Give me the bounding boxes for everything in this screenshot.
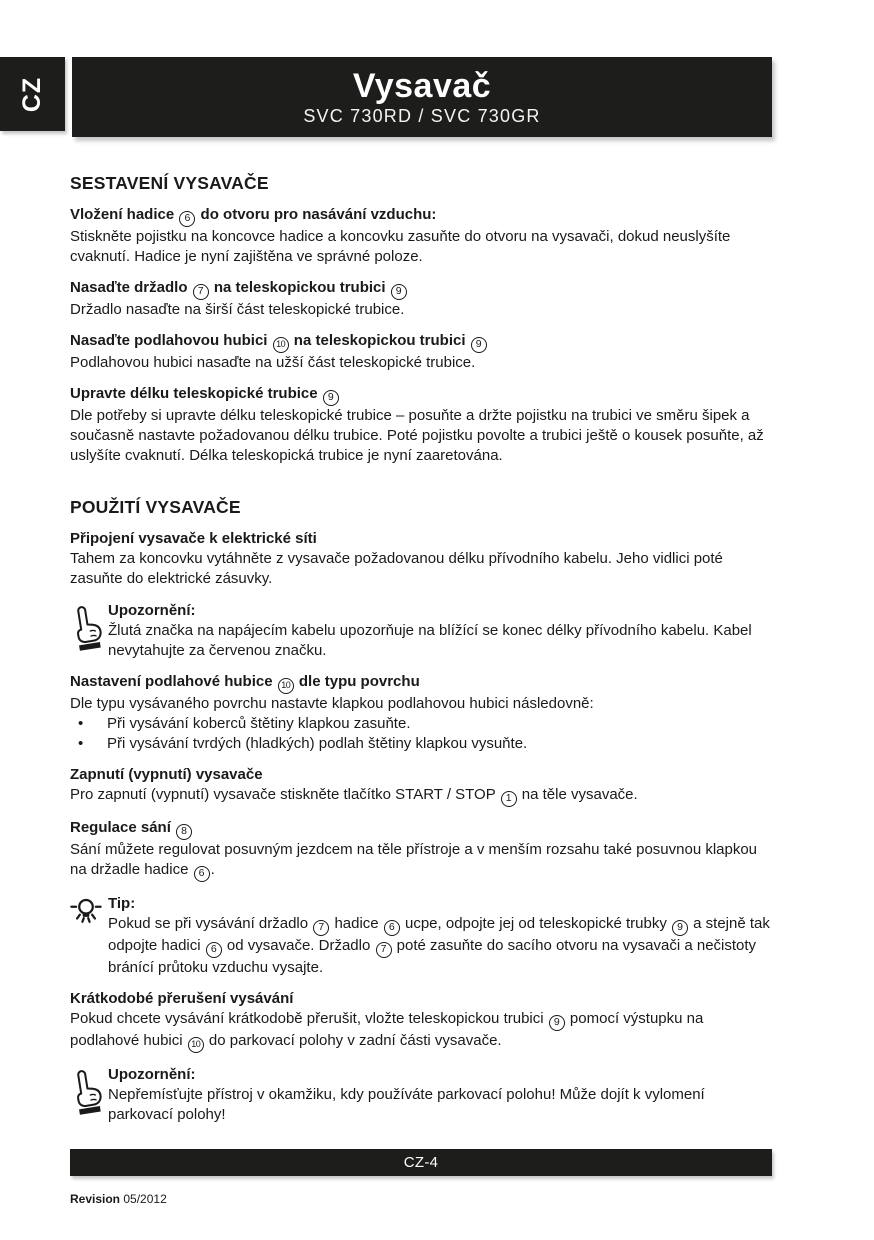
instruction-block-handle	[70, 278, 772, 320]
instruction-title: Nasaďte držadlo 7 na teleskopickou trubici 9	[70, 278, 772, 300]
tip-note	[70, 894, 772, 978]
warning-text	[108, 601, 772, 661]
circled-number: 7	[313, 920, 329, 936]
circled-number: 6	[384, 920, 400, 936]
circled-number: 1	[501, 791, 517, 807]
revision-label: Revision	[70, 1192, 121, 1206]
language-tab-label: CZ	[17, 76, 46, 112]
instruction-body: Podlahovou hubici nasaďte na užší část teleskopické trubice.	[70, 354, 476, 371]
warning-label: Upozornění:	[108, 1066, 196, 1083]
instruction-title: Připojení vysavače k elektrické síti	[70, 530, 317, 547]
warning-body: Nepřemísťujte přístroj v okamžiku, kdy používáte parkovací polohu! Může dojít k vylomení parkovací polohy!	[108, 1086, 705, 1123]
page-number: CZ-4	[403, 1154, 439, 1171]
surface-bullet-list	[70, 714, 772, 754]
title-bar	[72, 57, 772, 137]
section-heading-usage: POUŽITÍ VYSAVAČE	[70, 497, 241, 517]
circled-number: 6	[179, 211, 195, 227]
circled-number: 9	[323, 390, 339, 406]
instruction-block-connect	[70, 529, 772, 589]
tip-body: Pokud se při vysávání držadlo 7 hadice 6 ucpe, odpojte jej od teleskopické trubky 9 a stejně tak odpojte hadici 6 od vysavače. Držadlo 7 poté zasuňte do sacího otvoru na vysavači a nečistoty bránící průtoku vzduchu vysajte.	[108, 915, 770, 976]
instruction-body: Tahem za koncovku vytáhněte z vysavače požadovanou délku přívodního kabelu. Jeho vidlici poté zasuňte do elektrické zásuvky.	[70, 550, 723, 587]
instruction-block-floor-nozzle	[70, 331, 772, 373]
instruction-title: Upravte délku teleskopické trubice 9	[70, 384, 772, 406]
instruction-title: Vložení hadice 6 do otvoru pro nasávání vzduchu:	[70, 205, 772, 227]
instruction-block-pause	[70, 989, 772, 1053]
instruction-block-hose	[70, 205, 772, 267]
lightbulb-icon	[70, 894, 108, 978]
warning-label: Upozornění:	[108, 602, 196, 619]
warning-note-parking	[70, 1065, 772, 1125]
language-tab	[0, 57, 65, 131]
section-heading-assembly: SESTAVENÍ VYSAVAČE	[70, 173, 269, 193]
pointing-hand-icon	[70, 601, 108, 661]
instruction-title: Zapnutí (vypnutí) vysavače	[70, 766, 263, 783]
instruction-body: Dle typu vysávaného povrchu nastavte klapkou podlahovou hubici následovně:	[70, 695, 594, 712]
circled-number: 10	[278, 678, 294, 694]
revision-value: 05/2012	[123, 1192, 167, 1206]
instruction-block-nozzle-setting	[70, 672, 772, 754]
tip-text	[108, 894, 772, 978]
instruction-title: Nastavení podlahové hubice 10 dle typu povrchu	[70, 672, 772, 694]
bullet-item: • Při vysávání tvrdých (hladkých) podlah štětiny klapkou vysuňte.	[70, 734, 772, 754]
circled-number: 8	[176, 824, 192, 840]
warning-body: Žlutá značka na napájecím kabelu upozorňuje na blížící se konec délky přívodního kabelu. Kabel nevytahujte za červenou značku.	[108, 622, 752, 659]
circled-number: 9	[549, 1015, 565, 1031]
instruction-body: Pokud chcete vysávání krátkodobě přerušit, vložte teleskopickou trubici 9 pomocí výstupku na podlahové hubici 10 do parkovací polohy v zadní části vysavače.	[70, 1009, 772, 1053]
product-title: Vysavač	[352, 67, 492, 105]
circled-number: 9	[391, 284, 407, 300]
page-number-bar	[70, 1149, 772, 1176]
instruction-body: Pro zapnutí (vypnutí) vysavače stiskněte tlačítko START / STOP 1 na těle vysavače.	[70, 785, 772, 807]
warning-note-cord	[70, 601, 772, 661]
tip-label: Tip:	[108, 895, 136, 912]
product-models: SVC 730RD / SVC 730GR	[303, 106, 541, 126]
circled-number: 6	[206, 942, 222, 958]
circled-number: 10	[188, 1037, 204, 1053]
instruction-body: Držadlo nasaďte na širší část teleskopické trubice.	[70, 301, 405, 318]
instruction-title: Regulace sání 8	[70, 818, 772, 840]
circled-number: 9	[471, 337, 487, 353]
bullet-item: • Při vysávání koberců štětiny klapkou zasuňte.	[70, 714, 772, 734]
circled-number: 7	[376, 942, 392, 958]
pointing-hand-icon	[70, 1065, 108, 1125]
warning-text	[108, 1065, 772, 1125]
page-content	[70, 172, 772, 1125]
instruction-block-power	[70, 765, 772, 807]
instruction-block-suction	[70, 818, 772, 882]
instruction-body: Dle potřeby si upravte délku teleskopické trubice – posuňte a držte pojistku na trubici ve směru šipek a současně nastavte požadovanou délku trubice. Poté pojistku povolte a trubici ještě o kousek posuňte, až uslyšíte cvaknutí. Délka teleskopická trubice je nyní zaaretována.	[70, 407, 764, 464]
instruction-title: Nasaďte podlahovou hubici 10 na teleskopickou trubici 9	[70, 331, 772, 353]
instruction-body: Stiskněte pojistku na koncovce hadice a koncovku zasuňte do otvoru na vysavači, dokud neuslyšíte cvaknutí. Hadice je nyní zajištěna ve správné poloze.	[70, 228, 731, 265]
revision-line	[70, 1192, 167, 1207]
circled-number: 10	[273, 337, 289, 353]
instruction-title: Krátkodobé přerušení vysávání	[70, 990, 294, 1007]
circled-number: 7	[193, 284, 209, 300]
circled-number: 6	[194, 866, 210, 882]
instruction-body: Sání můžete regulovat posuvným jezdcem na těle přístroje a v menším rozsahu také posuvnou klapkou na držadle hadice 6 .	[70, 840, 772, 882]
instruction-block-tube-length	[70, 384, 772, 466]
circled-number: 9	[672, 920, 688, 936]
